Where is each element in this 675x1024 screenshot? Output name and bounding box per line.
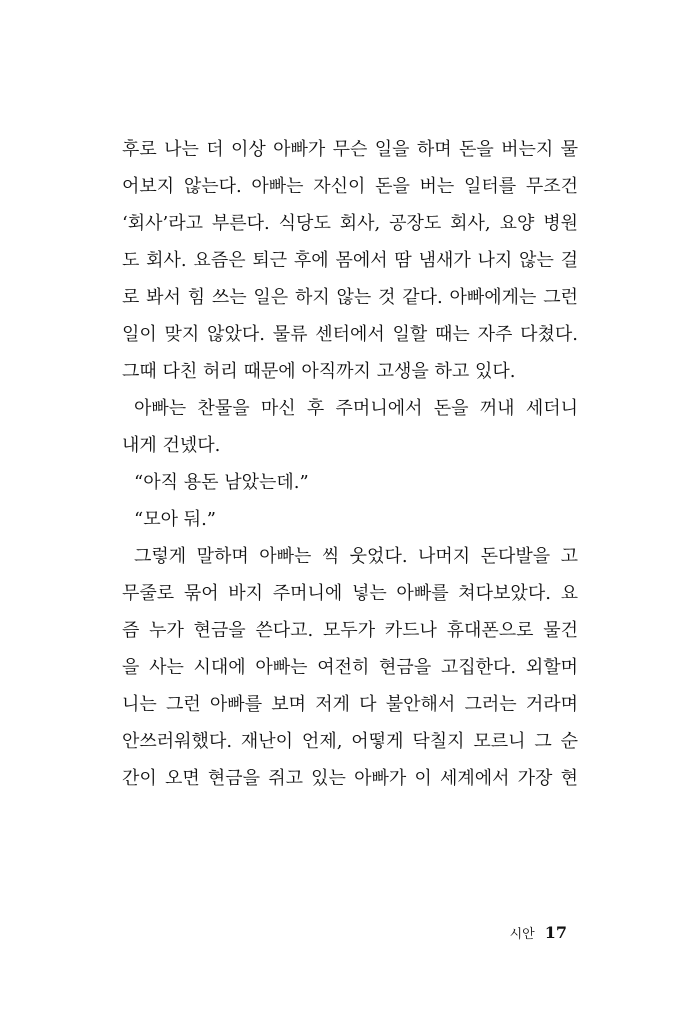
text-line: 즘 누가 현금을 쓴다고. 모두가 카드나 휴대폰으로 물건: [122, 620, 578, 641]
text-line: 그렇게 말하며 아빠는 씩 웃었다. 나머지 돈다발을 고: [134, 546, 578, 567]
page-footer: [510, 923, 567, 942]
text-line: 그때 다친 허리 때문에 아직까지 고생을 하고 있다.: [122, 361, 516, 382]
body-text: [122, 131, 578, 797]
text-line: 을 사는 시대에 아빠는 여전히 현금을 고집한다. 외할머: [122, 657, 578, 678]
text-line: 일이 맞지 않았다. 물류 센터에서 일할 때는 자주 다쳤다.: [122, 324, 578, 345]
dialogue-line: “아직 용돈 남았는데.”: [134, 472, 309, 493]
text-line: 니는 그런 아빠를 보며 저게 다 불안해서 그러는 거라며: [122, 694, 578, 715]
text-line: 아빠는 찬물을 마신 후 주머니에서 돈을 꺼내 세더니: [134, 398, 578, 419]
running-footer-title: 시안: [509, 927, 535, 942]
dialogue-line: “모아 둬.”: [134, 509, 217, 530]
text-line: ‘회사’라고 부른다. 식당도 회사, 공장도 회사, 요양 병원: [122, 213, 578, 234]
page-number: 17: [544, 923, 567, 942]
text-line: 로 봐서 힘 쓰는 일은 하지 않는 것 같다. 아빠에게는 그런: [122, 287, 578, 308]
text-line: 안쓰러워했다. 재난이 언제, 어떻게 닥칠지 모르니 그 순: [122, 731, 578, 752]
text-line: 무줄로 묶어 바지 주머니에 넣는 아빠를 쳐다보았다. 요: [122, 583, 578, 604]
text-line: 어보지 않는다. 아빠는 자신이 돈을 버는 일터를 무조건: [122, 176, 578, 197]
text-line: 간이 오면 현금을 쥐고 있는 아빠가 이 세계에서 가장 현: [122, 768, 578, 789]
text-line: 내게 건넸다.: [122, 435, 221, 456]
text-line: 도 회사. 요즘은 퇴근 후에 몸에서 땀 냄새가 나지 않는 걸: [122, 250, 578, 271]
text-line: 후로 나는 더 이상 아빠가 무슨 일을 하며 돈을 버는지 물: [122, 139, 578, 160]
